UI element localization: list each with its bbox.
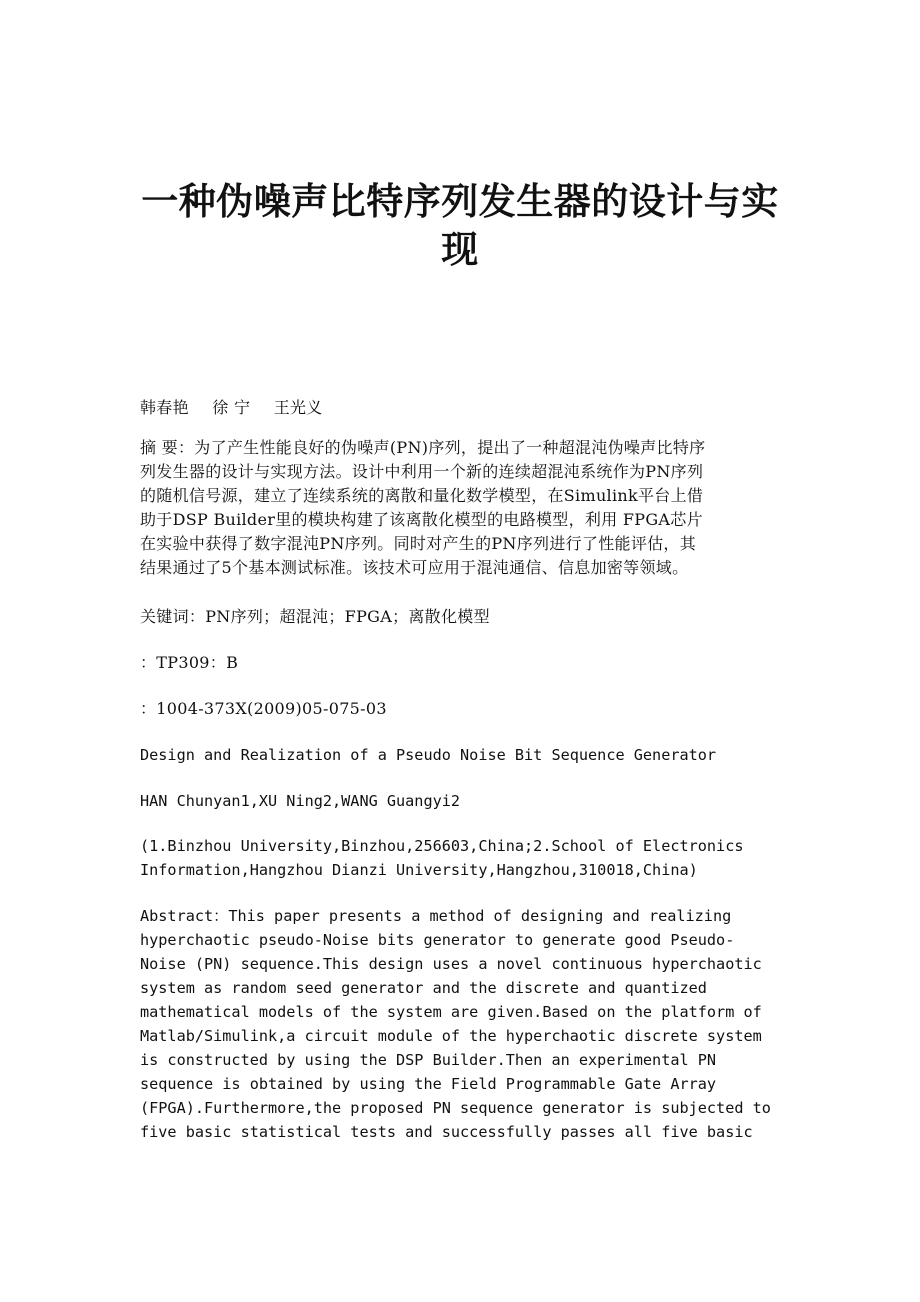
abstract-en-line: five basic statistical tests and successfully passes all five basic xyxy=(140,1123,753,1141)
abstract-cn-line: 在实验中获得了数字混沌PN序列。同时对产生的PN序列进行了性能评估，其 xyxy=(140,534,697,553)
abstract-en-line: system as random seed generator and the discrete and quantized xyxy=(140,979,707,997)
abstract-en-line: Noise (PN) sequence.This design uses a novel continuous hyperchaotic xyxy=(140,955,762,973)
author-name: 韩春艳 xyxy=(140,398,189,417)
abstract-en-line: mathematical models of the system are given.Based on the platform of xyxy=(140,1003,762,1021)
classification-code: ：TP309：B xyxy=(140,653,239,672)
author-name: 徐 宁 xyxy=(212,398,251,417)
abstract-en-line: hyperchaotic pseudo-Noise bits generator to generate good Pseudo- xyxy=(140,931,735,949)
authors-cn xyxy=(140,396,785,420)
affiliation-en-line: (1.Binzhou University,Binzhou,256603,China;2.School of Electronics xyxy=(140,837,744,855)
abstract-en-line: Abstract：This paper presents a method of designing and realizing xyxy=(140,907,732,925)
abstract-cn-line: 的随机信号源，建立了连续系统的离散和量化数学模型，在Simulink平台上借 xyxy=(140,486,704,505)
authors-en: HAN Chunyan1,XU Ning2,WANG Guangyi2 xyxy=(140,792,461,810)
affiliation-en-line: Information,Hangzhou Dianzi University,Hangzhou,310018,China) xyxy=(140,861,698,879)
abstract-en-line: (FPGA).Furthermore,the proposed PN sequence generator is subjected to xyxy=(140,1099,771,1117)
author-name: 王光义 xyxy=(273,398,323,417)
title-line-2: 现 xyxy=(441,228,479,271)
abstract-cn-line: 结果通过了5个基本测试标准。该技术可应用于混沌通信、信息加密等领域。 xyxy=(140,558,689,577)
paper-title xyxy=(120,178,800,274)
keywords-cn: 关键词：PN序列；超混沌；FPGA；离散化模型 xyxy=(140,607,490,626)
abstract-en-line: sequence is obtained by using the Field Programmable Gate Array xyxy=(140,1075,717,1093)
abstract-cn-line: 摘 要：为了产生性能良好的伪噪声(PN)序列，提出了一种超混沌伪噪声比特序 xyxy=(140,438,706,457)
abstract-cn-line: 助于DSP Builder里的模块构建了该离散化模型的电路模型，利用 FPGA芯片 xyxy=(140,510,703,529)
abstract-en-line: is constructed by using the DSP Builder.Then an experimental PN xyxy=(140,1051,717,1069)
paper-title-en: Design and Realization of a Pseudo Noise Bit Sequence Generator xyxy=(140,746,717,764)
document-id: ：1004-373X(2009)05-075-03 xyxy=(140,699,387,718)
abstract-en xyxy=(140,904,785,1144)
abstract-en-line: Matlab/Simulink,a circuit module of the hyperchaotic discrete system xyxy=(140,1027,762,1045)
affiliation-en xyxy=(140,834,785,882)
title-line-1: 一种伪噪声比特序列发生器的设计与实 xyxy=(141,180,779,223)
abstract-cn xyxy=(140,436,785,580)
abstract-cn-line: 列发生器的设计与实现方法。设计中利用一个新的连续超混沌系统作为PN序列 xyxy=(140,462,704,481)
